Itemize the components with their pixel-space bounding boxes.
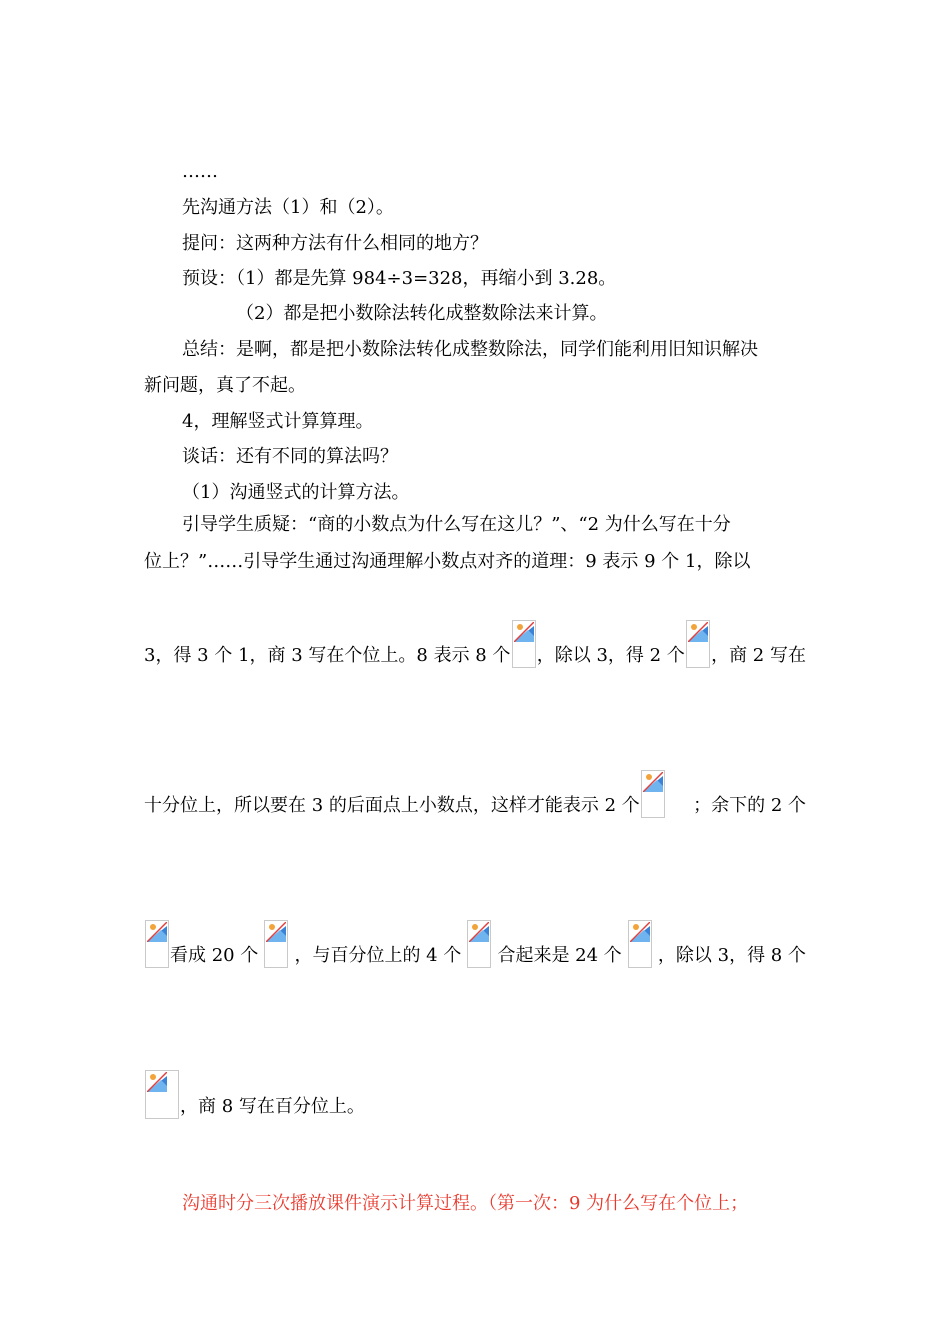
row-text: ，商 8 写在百分位上。 (180, 1096, 365, 1117)
broken-image-icon (264, 920, 288, 968)
paragraph-line: 谈话：还有不同的算法吗？ (182, 446, 398, 467)
broken-image-icon (641, 770, 665, 818)
paragraph-line: 位上？”……引导学生通过沟通理解小数点对齐的道理：9 表示 9 个 1，除以 (144, 551, 751, 572)
paragraph-line: 先沟通方法（1）和（2）。 (182, 197, 394, 218)
row-text: ，除以 3，得 2 个 (536, 645, 685, 666)
row-text: 十分位上，所以要在 3 的后面点上小数点，这样才能表示 2 个 (144, 795, 640, 816)
text-row-with-images (144, 620, 806, 668)
row-text: ，商 2 写在 (711, 645, 806, 666)
broken-image-icon (467, 920, 491, 968)
row-text: 3，得 3 个 1，商 3 写在个位上。8 表示 8 个 (144, 645, 511, 666)
text-row-with-images (144, 920, 806, 968)
broken-image-icon (145, 920, 169, 968)
broken-image-icon (145, 1070, 179, 1119)
row-text: ，除以 3，得 8 个 (657, 945, 806, 966)
broken-image-icon (686, 620, 710, 668)
text-row-with-images (144, 770, 806, 818)
row-text: 合起来是 24 个 (497, 945, 622, 966)
paragraph-line: （1）沟通竖式的计算方法。 (182, 482, 410, 503)
red-note: 沟通时分三次播放课件演示计算过程。（第一次：9 为什么写在个位上； (182, 1193, 749, 1214)
paragraph-line: （2）都是把小数除法转化成整数除法来计算。 (236, 303, 608, 324)
ellipsis: …… (182, 161, 218, 182)
paragraph-line: 新问题，真了不起。 (144, 375, 306, 396)
row-text: 看成 20 个 (170, 945, 259, 966)
broken-image-icon (628, 920, 652, 968)
paragraph-line: 总结：是啊，都是把小数除法转化成整数除法，同学们能利用旧知识解决 (182, 339, 758, 360)
paragraph-line: 引导学生质疑：“商的小数点为什么写在这儿？”、“2 为什么写在十分 (182, 514, 731, 535)
row-text: ，与百分位上的 4 个 (294, 945, 462, 966)
broken-image-icon (512, 620, 536, 668)
paragraph-line: 提问：这两种方法有什么相同的地方？ (182, 233, 488, 254)
text-row-with-images (144, 1070, 365, 1119)
row-text: ；余下的 2 个 (693, 795, 806, 816)
paragraph-line: 4，理解竖式计算算理。 (182, 411, 374, 432)
paragraph-line: 预设：（1）都是先算 984÷3=328，再缩小到 3.28。 (182, 268, 617, 289)
